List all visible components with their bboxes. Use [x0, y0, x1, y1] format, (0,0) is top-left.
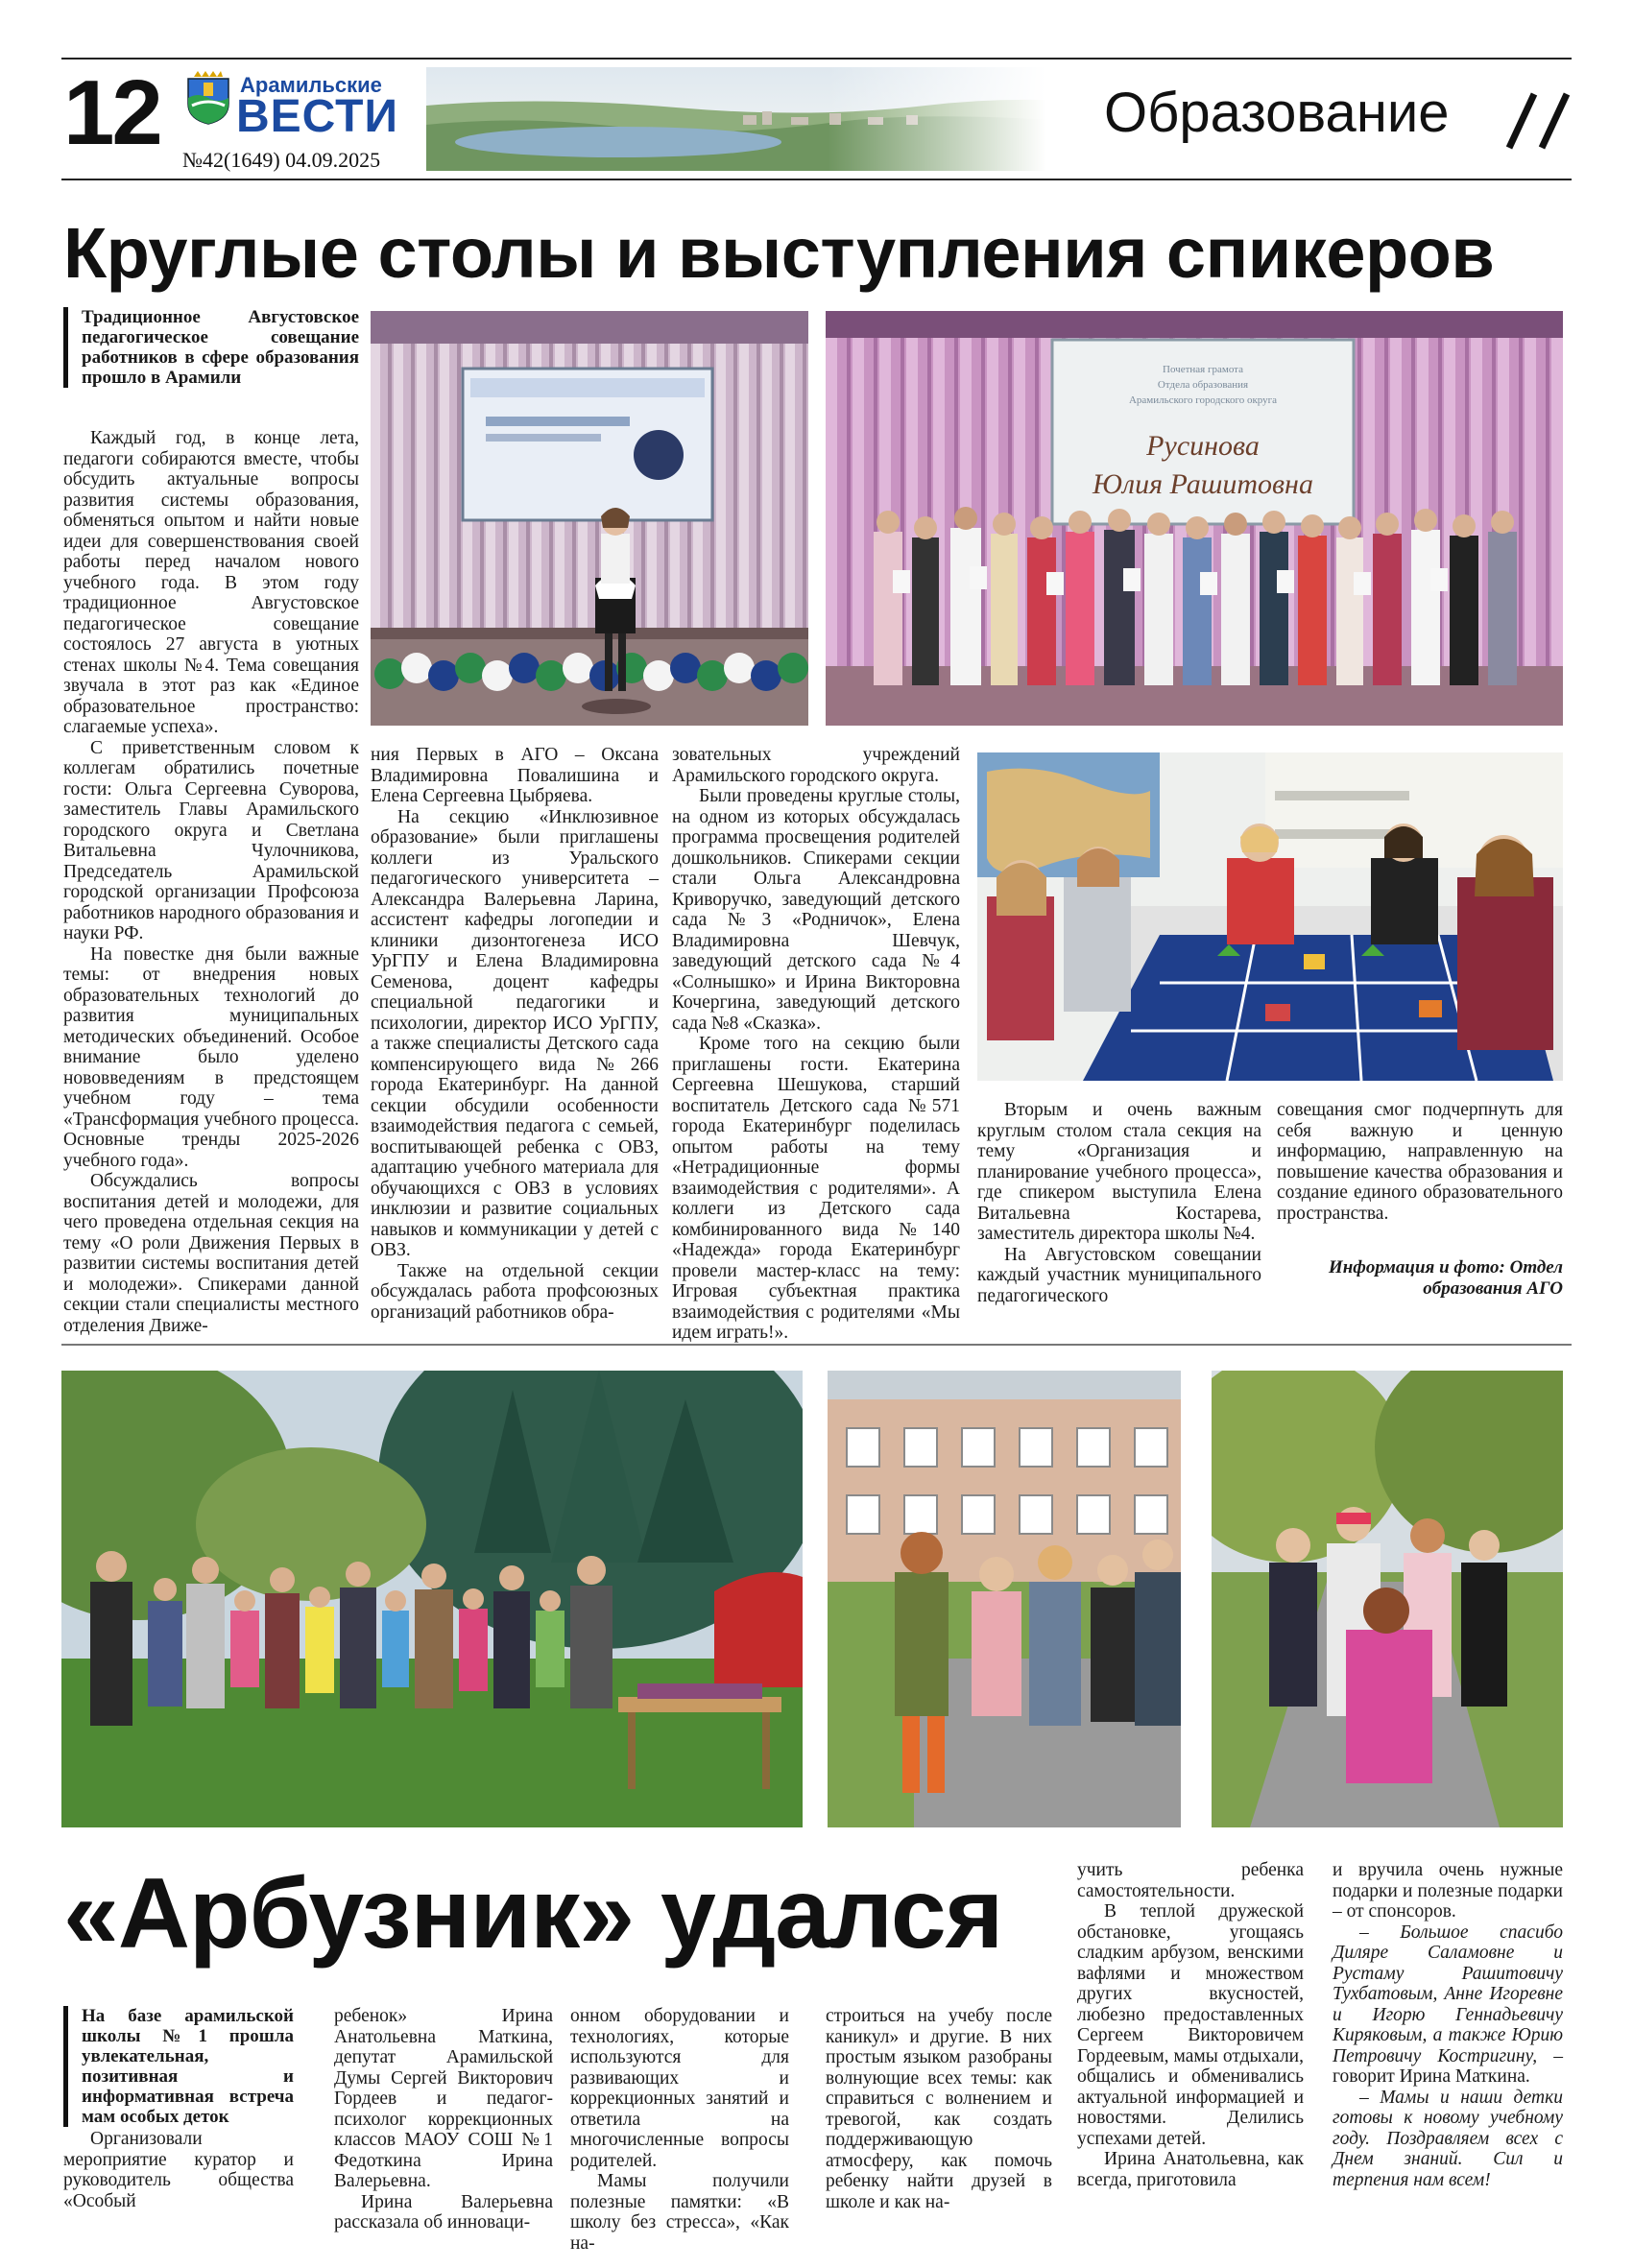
- article2-lead: На базе арамильской школы №1 прошла увлекательная, позитивная и информативная встреча мам особых деток: [63, 2006, 294, 2127]
- screen-certificate-line1: Почетная грамота: [1163, 364, 1243, 375]
- photo-round-table-game: [977, 752, 1563, 1081]
- article2-headline: «Арбузник» удался: [63, 1858, 1003, 1970]
- page-number: 12: [63, 61, 160, 164]
- photo-mothers-by-school: [828, 1371, 1181, 1827]
- article1-column-5: совещания смог подчерпнуть для себя важную и ценную информацию, направленную на повышение качества образования и создание единого образовательного пространства.: [1277, 1100, 1563, 1224]
- photo-mothers-chatting: [1212, 1371, 1563, 1827]
- article1-photo-credit: Информация и фото: Отдел образования АГО: [1328, 1257, 1563, 1299]
- paper-name-big: ВЕСТИ: [236, 91, 398, 142]
- photo-award-group: [826, 311, 1563, 726]
- city-coat-of-arms-icon: [184, 69, 232, 125]
- screen-certificate-line3: Арамильского городского округа: [1128, 394, 1278, 406]
- article1-column-3: зовательных учреждений Арамильского городского округа. Были проведены круглые столы, на одном из которых обсуждалась программа просвещения родителей дошкольников. Спикерами секции стали Ольга Александровна Криворучко, заведующий детского сада №3 «Родничок», Елена Владимировна Шевчук, заведующий детского сада №4 «Солнышко» и Ирина Викторовна Кочергина, заведующий детского сада №8 «Сказка». Кроме того на секцию были приглашены гости. Екатерина Сергеевна Шешукова, старший воспитатель Детского сада №571 города Екатеринбург поделилась опытом работы на тему «Нетрадиционные формы взаимодействия с родителями». А коллеги из Детского сада комбинированного вида №140 «Надежда» города Екатеринбург провели мастер-класс на тему: Игровая субъектная практика взаимодействия с родителями «Мы идем играть!».: [672, 745, 960, 1343]
- paper-name-small: Арамильские: [240, 73, 382, 97]
- photo-speaker-on-stage: [371, 311, 808, 726]
- article2-column-6: и вручила очень нужные подарки и полезные подарки – от спонсоров. – Большое спасибо Диляре Саламовне и Рустаму Рашитовичу Тухбатовым, Анне Игоревне и Игорю Геннадьевичу Киряковым, а также Юрию Петровичу Костригину, – говорит Ирина Маткина. – Мамы и наши детки готовы к новому учебному году. Поздравляем всех с Днем знаний. Сил и терпения нам всем!: [1333, 1860, 1563, 2190]
- article2-column-3: онном оборудовании и технологиях, которые используются для развивающих и коррекционных занятий и ответила на многочисленные вопросы родителей. Мамы получили полезные памятки: «В школу без стресса», «Как на-: [570, 2006, 789, 2254]
- article1-column-2: ния Первых в АГО – Оксана Владимировна Повалишина и Елена Сергеевна Цыбряева. На секцию «Инклюзивное образование» были приглашены коллеги из Уральского педагогического университета – Александра Валерьевна Ларина, ассистент кафедры логопедии и клиники дизонтогенеза ИСО УрГПУ и Елена Владимировна Семенова, доцент кафедры специальной педагогики и психологии, директор ИСО УрГПУ, а также специалисты Детского сада компенсирующего вида №266 города Екатеринбург. На данной секции обсудили особенности взаимодействия педагога с семьей, воспитывающей ребенка с ОВЗ, адаптацию учебного материала для обучающихся с ОВЗ в условиях инклюзии и развитие социальных навыков и коммуникации у детей с ОВЗ. Также на отдельной секции обсуждалась работа профсоюзных организаций работников обра-: [371, 745, 659, 1323]
- section-title: Образование: [1104, 82, 1450, 144]
- town-panorama-banner: [426, 67, 1156, 171]
- issue-number-date: №42(1649) 04.09.2025: [182, 148, 381, 172]
- article2-column-1: Организовали мероприятие куратор и руководитель общества «Особый: [63, 2129, 294, 2211]
- header-top-rule: [61, 58, 1572, 60]
- article1-column-1: Каждый год, в конце лета, педагоги собираются вместе, чтобы обсудить актуальные вопросы развития системы образования, обменяться опытом и найти новые идеи для совершенствования своей работы перед началом нового учебного года. В этом году традиционное Августовское педагогическое совещание состоялось 27 августа в уютных стенах школы №4. Тема совещания звучала в этот раз как «Единое образовательное пространство: слагаемые успеха». С приветственным словом к коллегам обратились почетные гости: Ольга Сергеевна Суворова, заместитель Главы Арамильского городского округа и Светлана Витальевна Чулочникова, Председатель Арамильской городской организации Профсоюза работников народного образования и науки РФ. На повестке дня были важные темы: от внедрения новых образовательных технологий до развития муниципальных методических объединений. Особое внимание было уделено нововведениям в предстоящем учебном году – тема «Трансформация учебного процесса. Основные тренды 2025-2026 учебного года». Обсуждались вопросы воспитания детей и молодежи, для чего проведена отдельная секция на тему «О роли Движения Первых в развитии системы воспитания детей и молодежи». Спикерами данной секции стали специалисты местного отделения Движе-: [63, 428, 359, 1336]
- screen-awardee-name: Юлия Рашитовна: [1093, 468, 1313, 500]
- article2-column-2: ребенок» Ирина Анатольевна Маткина, депутат Арамильской Думы Сергей Викторович Гордеев и педагог-психолог коррекционных классов МАОУ СОШ №1 Федоткина Ирина Валерьевна. Ирина Валерьевна рассказала об инновaци-: [334, 2006, 553, 2232]
- article1-lead: Традиционное Августовское педагогическое совещание работников в сфере образования прошло в Арамили: [63, 307, 359, 388]
- article2-column-4: строиться на учебу после каникул» и другие. В них простым языком разобраны волнующие всех темы: как справиться с волнением и тревогой, как создать поддерживающую атмосферу, как помочь ребенку найти друзей в школе и как на-: [826, 2006, 1052, 2212]
- article1-column-4: Вторым и очень важным круглым столом стала секция на тему «Организация и планирование учебного процесса», где спикером выступила Елена Витальевна Костарева, заместитель директора школы №4. На Августовском совещании каждый участник муниципального педагогического: [977, 1100, 1261, 1306]
- article2-column-5: учить ребенка самостоятельности. В теплой дружеской обстановке, угощаясь сладким арбузом, венскими вафлями и множеством других вкусностей, любезно предоставленных Сергеем Викторовичем Гордеевым, мамы отдыхали, общались и обменивались актуальной информацией и новостями. Делились успехами детей. Ирина Анатольевна, как всегда, приготовила: [1077, 1860, 1304, 2190]
- photo-group-outdoors: [61, 1371, 803, 1827]
- article1-headline: Круглые столы и выступления спикеров: [63, 213, 1495, 293]
- screen-awardee-surname: Русинова: [1146, 430, 1260, 462]
- screen-certificate-line2: Отдела образования: [1157, 379, 1249, 391]
- double-slash-icon: [1505, 90, 1573, 152]
- article-separator: [61, 1344, 1572, 1346]
- header-bottom-rule: [61, 179, 1572, 180]
